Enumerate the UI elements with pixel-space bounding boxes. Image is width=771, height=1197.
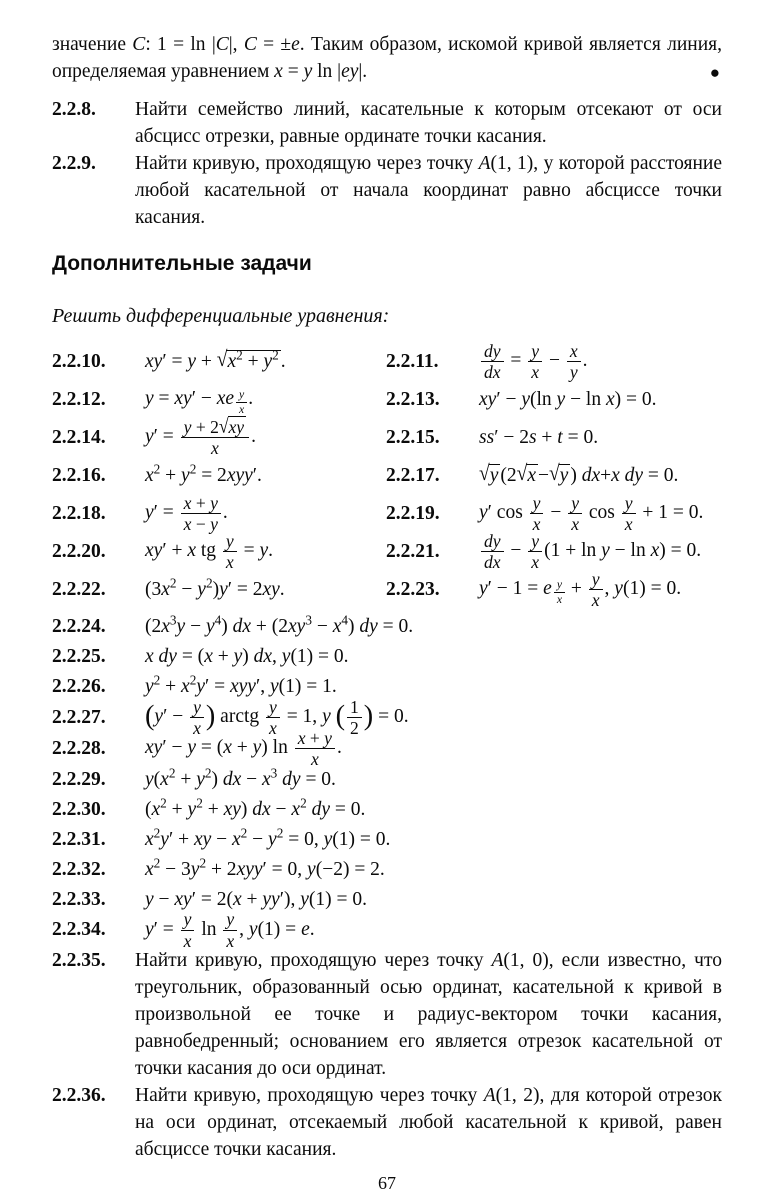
problem-formula: y − xy′ = 2(x + yy′), y(1) = 0. [145, 888, 367, 910]
problem-number: 2.2.23. [386, 578, 440, 600]
problem-number: 2.2.33. [52, 888, 106, 910]
problem-item [52, 947, 722, 1082]
problem-number: 2.2.12. [52, 388, 106, 410]
problem-item [52, 96, 722, 150]
problem-row [52, 766, 722, 793]
problem-pair-row [52, 385, 722, 414]
problem-formula: $(x^2 + y^2 + xy)$ dx − $x^2$ dy = 0. [145, 795, 366, 820]
problem-formula: $y^2 + x^2y' = xyy'$, y(1) = 1. [145, 672, 337, 697]
problem-formula: $x^2 + y^2 = 2xyy'$. [145, 461, 262, 486]
problem-item [52, 576, 386, 603]
problem-number: 2.2.34. [52, 919, 106, 941]
problem-number: 2.2.29. [52, 768, 106, 790]
problem-number: 2.2.20. [52, 540, 106, 562]
problem-formula: y′ = $\frac{y}{x}$ ln $\frac{y}{x}$ , y(1) = e. [145, 909, 315, 951]
problem-pair-row [52, 568, 722, 611]
problem-item [52, 414, 386, 459]
problem-row [52, 696, 722, 739]
problem-pair-row [52, 461, 722, 490]
problem-number: 2.2.10. [52, 351, 106, 372]
problem-item [386, 462, 722, 489]
problem-number: 2.2.9. [52, 153, 96, 174]
problem-formula: ss′ − 2s + t = 0. [479, 427, 599, 448]
problem-number: 2.2.36. [52, 1084, 106, 1106]
problem-item [52, 385, 386, 414]
problem-formula: xy′ − y(ln y − ln x) = 0. [479, 389, 657, 410]
problem-number: 2.2.32. [52, 858, 106, 880]
problem-item [52, 493, 386, 535]
problem-list-word-problems [52, 947, 722, 1163]
problem-formula: $xy' = y + √x^2 + y^2$ . [145, 347, 286, 372]
problem-item [52, 531, 386, 573]
problem-number: 2.2.14. [52, 426, 106, 448]
problem-formula: $y(x^2 + y^2)$ dx − $x^3$ dy = 0. [145, 765, 336, 790]
problem-item [386, 424, 722, 451]
problem-formula: (y′ − $\frac{y}{x}$ ) arctg $\frac{y}{x}$ = 1, y ( $\frac{1}{2}$ ) = 0. [145, 696, 409, 739]
problem-formula: $(2x^3y - y^4)$ dx + $(2xy^3 - x^4)$ dy = 0. [145, 612, 414, 637]
problem-text: Найти кривую, проходящую через точку A(1, 1), у которой расстояние любой касательной от начала координат равно абсциссе точки касания. [135, 153, 722, 228]
problem-item [386, 386, 722, 413]
problem-row [52, 886, 722, 913]
problem-number: 2.2.18. [52, 502, 106, 524]
problem-number: 2.2.30. [52, 798, 106, 820]
problem-row [52, 643, 722, 670]
paragraph-text: значение C: 1 = ln |C|, C = ±e. Таким образом, искомой кривой является линия, определяемая уравнением x = y ln |ey|. [52, 34, 722, 82]
problem-formula: y′ = $\frac{x + y}{x - y}$ . [145, 493, 228, 535]
problem-text: Найти кривую, проходящую через точку A(1, 0), если известно, что треугольник, образованный осью ординат, касательной к кривой в произвольной ее точке и радиус-вектором точки касания, равнобедренный; основанием его является отрезок касательной от точки касания до оси ординат. [135, 949, 722, 1079]
problem-number: 2.2.22. [52, 579, 106, 600]
problem-formula: $x^2 - 3y^2 + 2xyy' = 0$, y(−2) = 2. [145, 855, 385, 880]
problem-row [52, 856, 722, 883]
problem-row [52, 613, 722, 640]
page-content [52, 0, 722, 1197]
problem-item [52, 348, 386, 375]
problem-formula: y′ cos $\frac{y}{x}$ − $\frac{y}{x}$ cos $\frac{y}{x}$ + 1 = 0. [479, 493, 704, 535]
problem-list-single-column [52, 612, 722, 951]
problem-list-two-column [52, 341, 722, 611]
problem-row [52, 826, 722, 853]
problem-item [52, 1082, 722, 1163]
problem-number: 2.2.35. [52, 949, 106, 971]
problem-number: 2.2.26. [52, 676, 106, 697]
problem-item [386, 341, 722, 383]
problem-text: Найти кривую, проходящую через точку A(1, 2), для которой отрезок на оси ординат, отсекаемый любой касательной к кривой, равен абсциссе точки касания. [135, 1084, 722, 1160]
problem-row [52, 673, 722, 700]
problem-item [386, 568, 722, 611]
problem-text: Найти семейство линий, касательные к которым отсекают от оси абсцисс отрезки, равные ординате точки касания. [135, 99, 722, 147]
problem-item [52, 462, 386, 489]
problem-number: 2.2.21. [386, 540, 440, 562]
problem-item [386, 493, 722, 535]
problem-number: 2.2.13. [386, 389, 440, 410]
problem-formula: x dy = (x + y) dx, y(1) = 0. [145, 646, 349, 667]
section-subheading: Решить дифференциальные уравнения: [52, 305, 390, 327]
problem-pair-row [52, 531, 722, 573]
problem-number: 2.2.16. [52, 465, 106, 486]
problem-item [386, 531, 722, 573]
problem-number: 2.2.19. [386, 502, 440, 524]
problem-formula: √y (2√x −√y ) dx+x dy = 0. [479, 462, 679, 486]
problem-row [52, 728, 722, 770]
problem-formula: xy′ + x tg $\frac{y}{x}$ = y. [145, 531, 273, 573]
problem-pair-row [52, 414, 722, 459]
problem-number: 2.2.27. [52, 706, 106, 728]
problem-pair-row [52, 341, 722, 383]
problem-number: 2.2.28. [52, 737, 106, 759]
problem-number: 2.2.15. [386, 427, 440, 448]
problem-number: 2.2.17. [386, 465, 440, 486]
problem-row [52, 796, 722, 823]
section-heading: Дополнительные задачи [52, 252, 312, 275]
problem-number: 2.2.11. [386, 350, 439, 372]
problem-number: 2.2.25. [52, 646, 106, 667]
problem-number: 2.2.24. [52, 616, 106, 637]
problem-item [52, 150, 722, 231]
problem-formula: xy′ − y = (x + y) ln $\frac{x + y}{x}$ . [145, 728, 342, 770]
problem-formula: y = xy′ − xe $\frac{y}{x}$ . [145, 387, 254, 416]
problem-formula: $\frac{dy}{dx}$ − $\frac{y}{x}$ (1 + ln y − ln x) = 0. [479, 537, 701, 565]
problem-formula: $\frac{dy}{dx}$ = $\frac{y}{x}$ − $\frac{x}{y}$ . [479, 347, 587, 375]
problem-formula: y′ − 1 = e $\frac{y}{x}$ + $\frac{y}{x}$ , y(1) = 0. [479, 568, 682, 611]
problem-formula: $(3x^2 - y^2)y' = 2xy$. [145, 575, 285, 600]
problem-formula: $x^2y'$ + xy − $x^2 - y^2 = 0$, y(1) = 0. [145, 825, 391, 850]
page-number: 67 [378, 1172, 396, 1193]
problem-pair-row [52, 493, 722, 535]
solution-end-marker: ● [709, 63, 720, 82]
problem-formula: y′ = $\frac{y + 2√xy}{x}$ . [145, 414, 256, 459]
problem-list-main [52, 96, 722, 231]
problem-number: 2.2.31. [52, 828, 106, 850]
problem-row [52, 909, 722, 951]
problem-number: 2.2.8. [52, 99, 96, 120]
paragraph-solution-end [52, 31, 722, 85]
